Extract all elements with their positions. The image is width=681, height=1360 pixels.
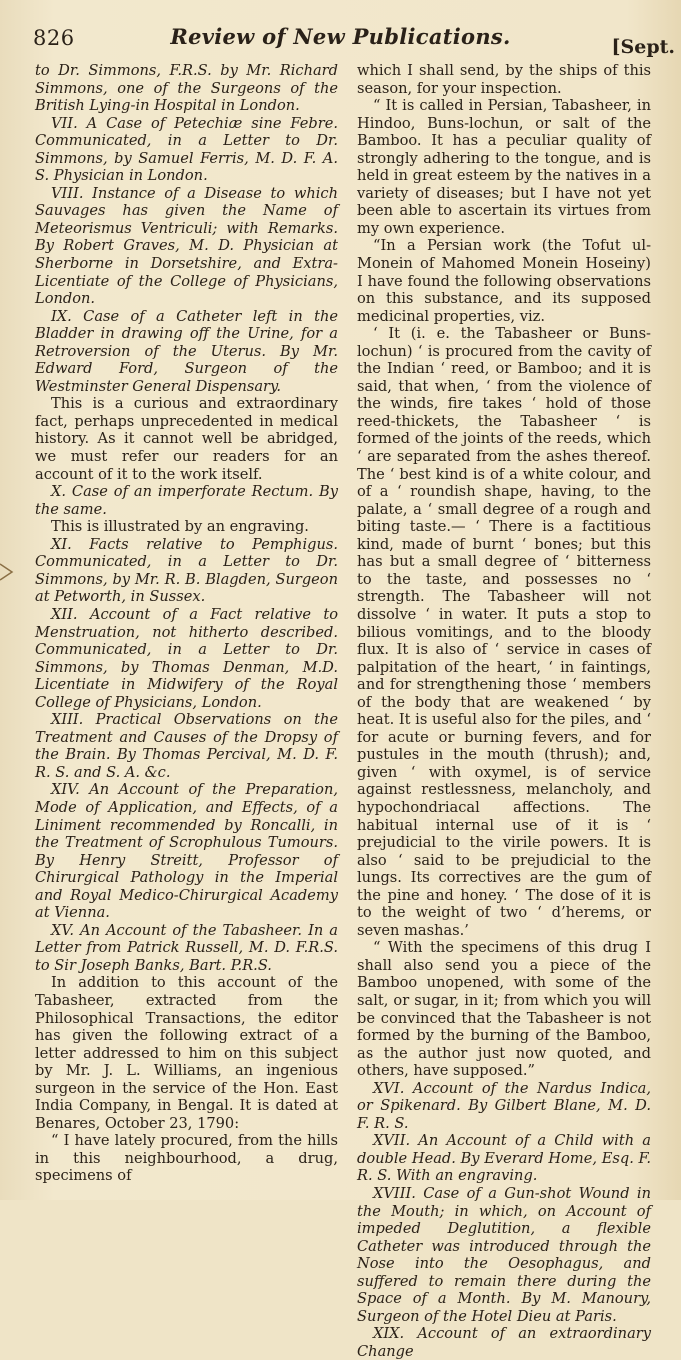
entry-ix: IX. Case of a Catheter left in the Bladder in drawing off the Urine, for a Retroversion of the Uterus. By Mr. Edward Ford, Surgeon of the Westminster General Dispensary.	[35, 307, 338, 395]
quote-paragraph-2: “In a Persian work (the Tofut ul-Monein of Mahomed Monein Hoseiny) I have found the following observations on this substance, and its supposed medicinal properties, viz.	[357, 237, 651, 325]
entry-x-note: This is illustrated by an engraving.	[51, 518, 309, 536]
month-marker: [Sept.	[611, 36, 675, 58]
quote-continuation: which I shall send, by the ships of this season, for your inspection.	[357, 62, 651, 97]
left-column	[35, 62, 338, 1186]
entry-xiv: XIV. An Account of the Preparation, Mode of Application, and Effects, of a Liniment recommended by Roncalli, in the Treatment of Scrophulous Tumours. By Henry Streitt, Professor of Chirurgical Pathology in the Imperial and Royal Medico-Chirurgical Academy at Vienna.	[35, 781, 338, 922]
entry-xv: XV. An Account of the Tabasheer. In a Letter from Patrick Russell, M. D. F.R.S. to Sir Joseph Banks, Bart. P.R.S.	[35, 921, 338, 974]
entry-xv-note: In addition to this account of the Tabasheer, extracted from the Philosophical Transactions, the editor has given the following extract of a letter addressed to him on this subject by Mr. J. L. Williams, an ingenious surgeon in the service of the Hon. East India Company, in Bengal. It is dated at Benares, October 23, 1790:	[35, 974, 338, 1132]
quote-paragraph-1: “ It is called in Persian, Tabasheer, in Hindoo, Buns-lochun, or salt of the Bamboo. It has a peculiar quality of strongly adhering to the tongue, and is held in great esteem by the natives in a variety of diseases; but I have not yet been able to ascertain its virtues from my own experience.	[357, 97, 651, 237]
entry-viii: VIII. Instance of a Disease to which Sauvages has given the Name of Meteorismus Ventriculi; with Remarks. By Robert Graves, M. D. Physician at Sherborne in Dorsetshire, and Extra-Licentiate of the College of Physicians, London.	[35, 184, 338, 308]
entry-xviii: XVIII. Case of a Gun-shot Wound in the Mouth; in which, on Account of impeded Deglutition, a flexible Catheter was introduced through the Nose into the Oesophagus, and suffered to remain there during the Space of a Month. By M. Manoury, Surgeon of the Hotel Dieu at Paris.	[357, 1185, 651, 1325]
quote-paragraph-3: ‘ It (i. e. the Tabasheer or Buns-lochun) ‘ is procured from the cavity of the Indian ‘ reed, or Bamboo; and it is said, that when, ‘ from the violence of the winds, fire takes ‘ hold of those reed-thickets, the Tabasheer ‘ is formed of the joints of the reeds, which ‘ are separated from the ashes thereof. The ‘ best kind is of a white colour, and of a ‘ roundish shape, having, to the palate, a ‘ small degree of a rough and biting taste.— ‘ There is a factitious kind, made of burnt ‘ bones; but this has but a small degree of ‘ bitterness to the taste, and possesses no ‘ strength. The Tabasheer will not dissolve ‘ in water. It puts a stop to bilious vomitings, and to the bloody flux. It is also of ‘ service in cases of palpitation of the heart, ‘ in faintings, and for strengthening those ‘ members of the body that are weakened ‘ by heat. It is useful also for the piles, and ‘ for acute or burning fevers, and for pustules in the mouth (thrush); and, given ‘ with oxymel, is of service against restlessness, melancholy, and hypochondriacal affections. The habitual internal use of it is ‘ prejudicial to the virile powers. It is also ‘ said to be prejudicial to the lungs. Its correctives are the gum of the pine and honey. ‘ The dose of it is to the weight of two ‘ d’herems, or seven mashas.’	[357, 325, 651, 939]
entry-continuation: to Dr. Simmons, F.R.S. by Mr. Richard Simmons, one of the Surgeons of the British Lying-in Hospital in London.	[35, 62, 338, 115]
entry-xi: XI. Facts relative to Pemphigus. Communicated, in a Letter to Dr. Simmons, by Mr. R. B. Blagden, Surgeon at Petworth, in Sussex.	[35, 535, 338, 606]
page-fold-mark-icon	[0, 560, 14, 584]
right-column	[357, 62, 651, 1360]
entry-ix-note: This is a curious and extraordinary fact, perhaps unprecedented in medical history. As it cannot well be abridged, we must refer our readers for an account of it to the work itself.	[35, 395, 338, 483]
entry-xvi: XVI. Account of the Nardus Indica, or Spikenard. By Gilbert Blane, M. D. F. R. S.	[357, 1079, 651, 1132]
entry-xix: XIX. Account of an extraordinary Change	[357, 1325, 651, 1360]
entry-xvii: XVII. An Account of a Child with a double Head. By Everard Home, Esq. F. R. S. With an engraving.	[357, 1132, 651, 1185]
entry-xiii: XIII. Practical Observations on the Treatment and Causes of the Dropsy of the Brain. By Thomas Percival, M. D. F. R. S. and S. A. &c.	[35, 711, 338, 781]
quote-paragraph-4: “ With the specimens of this drug I shall also send you a piece of the Bamboo unopened, with some of the salt, or sugar, in it; from which you will be convinced that the Tabasheer is not formed by the burning of the Bamboo, as the author just now quoted, and others, have supposed.”	[357, 939, 651, 1080]
page-header	[0, 18, 681, 58]
entry-vii: VII. A Case of Petechiæ sine Febre. Communicated, in a Letter to Dr. Simmons, by Samuel Ferris, M. D. F. A. S. Physician in London.	[35, 114, 338, 185]
page-number: 826	[33, 26, 75, 50]
running-head: Review of New Publications.	[170, 24, 511, 49]
entry-x: X. Case of an imperforate Rectum. By the same.	[35, 483, 338, 518]
entry-xii: XII. Account of a Fact relative to Menstruation, not hitherto described. Communicated, in a Letter to Dr. Simmons, by Thomas Denman, M.D. Licentiate in Midwifery of the Royal College of Physicians, London.	[35, 605, 338, 711]
quote-start: “ I have lately procured, from the hills in this neighbourhood, a drug, specimens of	[35, 1132, 338, 1185]
